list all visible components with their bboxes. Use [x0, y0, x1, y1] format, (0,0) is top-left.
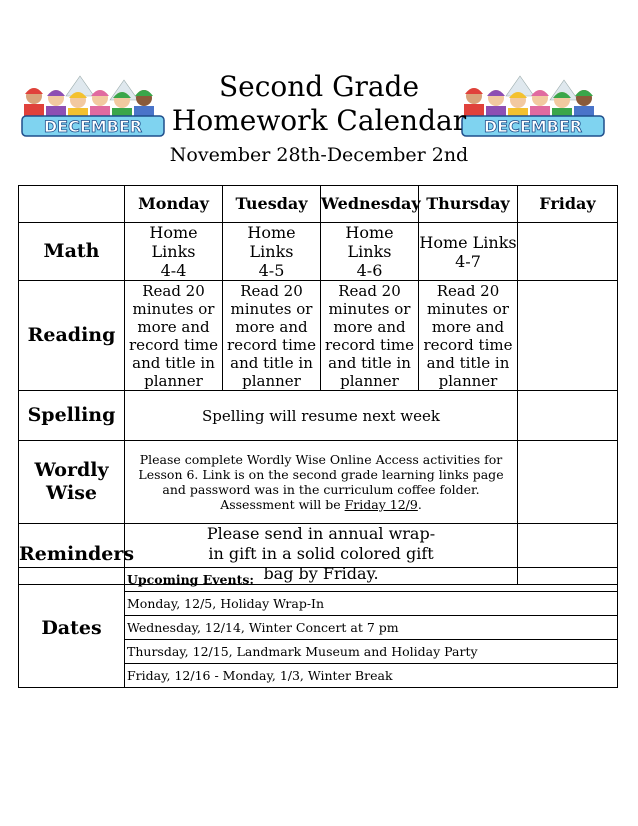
page-title: [0, 70, 638, 138]
day-tuesday: Tuesday: [223, 186, 321, 223]
math-friday: [518, 223, 618, 281]
reading-tuesday: Read 20 minutes or more and record time and title in planner: [223, 281, 321, 391]
row-label-reminders: Reminders: [19, 524, 125, 585]
row-label-wordly-wise: Wordly Wise: [19, 441, 125, 524]
wordly-wise-row: [19, 441, 618, 524]
wordly-wise-note: Please complete Wordly Wise Online Access activities for Lesson 6. Link is on the second grade learning links page and password was in the curriculum coffee folder. Assessment will be Friday 12/9.: [125, 441, 518, 524]
math-row: [19, 223, 618, 281]
event-item: Friday, 12/16 - Monday, 1/3, Winter Break: [125, 664, 618, 688]
math-line2: 4-7: [455, 251, 481, 271]
math-line1: Home Links: [247, 223, 296, 261]
reading-wednesday: Read 20 minutes or more and record time and title in planner: [321, 281, 419, 391]
event-item: Wednesday, 12/14, Winter Concert at 7 pm: [125, 616, 618, 640]
math-thursday: [419, 223, 518, 281]
title-line-2: Homework Calendar: [171, 104, 467, 137]
event-item: Monday, 12/5, Holiday Wrap-In: [125, 592, 618, 616]
day-thursday: Thursday: [419, 186, 518, 223]
corner-cell: [19, 186, 125, 223]
math-tuesday: [223, 223, 321, 281]
spelling-note: Spelling will resume next week: [125, 391, 518, 441]
row-label-reading: Reading: [19, 281, 125, 391]
reading-monday: Read 20 minutes or more and record time and title in planner: [125, 281, 223, 391]
math-monday: [125, 223, 223, 281]
math-line1: Home Links: [419, 232, 517, 252]
upcoming-events-heading: Upcoming Events:: [125, 568, 618, 592]
reading-thursday: Read 20 minutes or more and record time and title in planner: [419, 281, 518, 391]
day-wednesday: Wednesday: [321, 186, 419, 223]
spelling-friday: [518, 391, 618, 441]
reading-row: [19, 281, 618, 391]
math-line2: 4-5: [258, 261, 285, 280]
week-dates: November 28th-December 2nd: [169, 144, 469, 166]
clipart-word: DECEMBER: [483, 117, 583, 136]
row-label-spelling: Spelling: [19, 391, 125, 441]
row-label-dates: Dates: [19, 568, 125, 688]
clipart-word: DECEMBER: [43, 117, 143, 136]
spelling-row: [19, 391, 618, 441]
row-label-math: Math: [19, 223, 125, 281]
reminders-note: Please send in annual wrap-in gift in a solid colored gift bag by Friday.: [125, 524, 518, 585]
upcoming-events-table: [18, 567, 618, 688]
wordly-wise-friday: [518, 441, 618, 524]
day-friday: Friday: [518, 186, 618, 223]
reading-friday: [518, 281, 618, 391]
event-item: Thursday, 12/15, Landmark Museum and Holiday Party: [125, 640, 618, 664]
day-monday: Monday: [125, 186, 223, 223]
assessment-date: Friday 12/9: [344, 497, 418, 512]
title-line-1: Second Grade: [218, 70, 420, 103]
page-header: [0, 62, 638, 172]
math-line2: 4-6: [356, 261, 383, 280]
homework-table: [18, 185, 618, 585]
math-line2: 4-4: [160, 261, 187, 280]
day-header-row: [19, 186, 618, 223]
math-wednesday: [321, 223, 419, 281]
math-line1: Home Links: [345, 223, 394, 261]
math-line1: Home Links: [149, 223, 198, 261]
